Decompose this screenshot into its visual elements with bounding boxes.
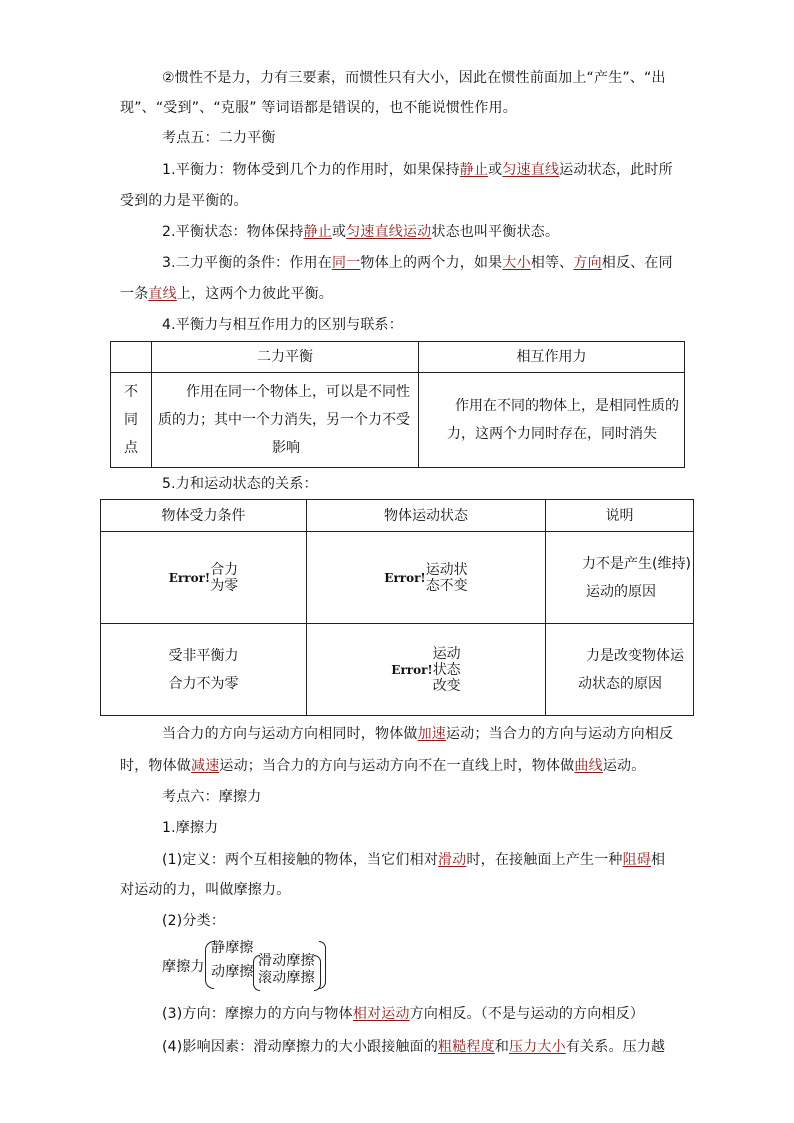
inertia-paragraph-line1: ②惯性不是力，力有三要素，而惯性只有大小，因此在惯性前面加上“产生”、“出 <box>162 70 666 86</box>
balance-state-line: 2.平衡状态：物体保持静止或匀速直线运动状态也叫平衡状态。 <box>162 224 560 240</box>
comparison-table <box>110 341 685 468</box>
friction-factors-line: (4)影响因素：滑动摩擦力的大小跟接触面的粗糙程度和压力大小有关系。压力越 <box>162 1039 666 1055</box>
table2-caption: 5.力和运动状态的关系： <box>162 476 318 492</box>
two-force-condition-line2: 一条直线上，这两个力彼此平衡。 <box>120 286 334 302</box>
table2-header-note: 说明 <box>546 500 694 532</box>
classification-root: 摩擦力 <box>162 959 205 975</box>
classification-static: 静摩擦 <box>211 940 254 956</box>
resultant-force-line1: 当合力的方向与运动方向相同时，物体做加速运动；当合力的方向与运动方向相反 <box>162 726 674 742</box>
error-field: Error! <box>391 662 433 677</box>
table2-header-state: 物体运动状态 <box>307 500 546 532</box>
table1-header-balance: 二力平衡 <box>152 342 419 373</box>
right-brace <box>319 941 326 989</box>
friction-direction-line: (3)方向：摩擦力的方向与物体相对运动方向相反。（不是与运动的方向相反） <box>162 1006 645 1022</box>
friction-classification-label: (2)分类： <box>162 913 226 929</box>
classification-dynamic: 动摩擦 <box>211 964 254 980</box>
section-heading-6: 考点六：摩擦力 <box>162 789 262 805</box>
table2-r1-condition: Error! 合力 为零 <box>101 532 307 624</box>
table1-row-header: 不 同 点 <box>111 373 152 468</box>
resultant-force-line2: 时，物体做减速运动；当合力的方向与运动方向不在一直线上时，物体做曲线运动。 <box>120 758 646 774</box>
error-field: Error! <box>168 570 211 585</box>
force-motion-table <box>100 499 694 716</box>
table2-r1-state: Error! 运动状 态不变 <box>307 532 546 624</box>
two-force-condition-line1: 3.二力平衡的条件：作用在同一物体上的两个力，如果大小相等、方向相反、在同 <box>162 255 673 271</box>
table1-interaction-cell: 作用在不同的物体上，是相同性质的 力，这两个力同时存在，同时消失 <box>419 373 685 468</box>
friction-title: 1.摩擦力 <box>162 820 219 836</box>
balance-force-line1: 1.平衡力：物体受到几个力的作用时，如果保持静止或匀速直线运动状态，此时所 <box>162 162 673 178</box>
friction-definition-line2: 对运动的力，叫做摩擦力。 <box>120 882 291 898</box>
balance-force-line2: 受到的力是平衡的。 <box>120 193 248 209</box>
table2-r1-note: 力不是产生(维持) 运动的原因 <box>546 532 694 624</box>
table2-r2-note: 力是改变物体运 动状态的原因 <box>546 624 694 716</box>
friction-definition-line1: (1)定义：两个互相接触的物体，当它们相对滑动时，在接触面上产生一种阻碍相 <box>162 852 666 868</box>
classification-sliding: 滑动摩擦 <box>258 953 315 969</box>
table1-balance-cell: 作用在同一个物体上，可以是不同性 质的力；其中一个力消失，另一个力不受 影响 <box>152 373 419 468</box>
table1-corner-cell <box>111 342 152 373</box>
classification-rolling: 滚动摩擦 <box>258 970 315 986</box>
table1-caption: 4.平衡力与相互作用力的区别与联系： <box>162 317 403 333</box>
table2-r2-state: Error! 运动 状态 改变 <box>307 624 546 716</box>
error-field: Error! <box>384 570 426 585</box>
table2-r2-condition: 受非平衡力 合力不为零 <box>101 624 307 716</box>
table1-header-interaction: 相互作用力 <box>419 342 685 373</box>
inertia-paragraph-line2: 现”、“受到”、“克服” 等词语都是错误的，也不能说惯性作用。 <box>120 100 517 116</box>
section-heading-5: 考点五：二力平衡 <box>162 130 276 146</box>
table2-header-condition: 物体受力条件 <box>101 500 307 532</box>
